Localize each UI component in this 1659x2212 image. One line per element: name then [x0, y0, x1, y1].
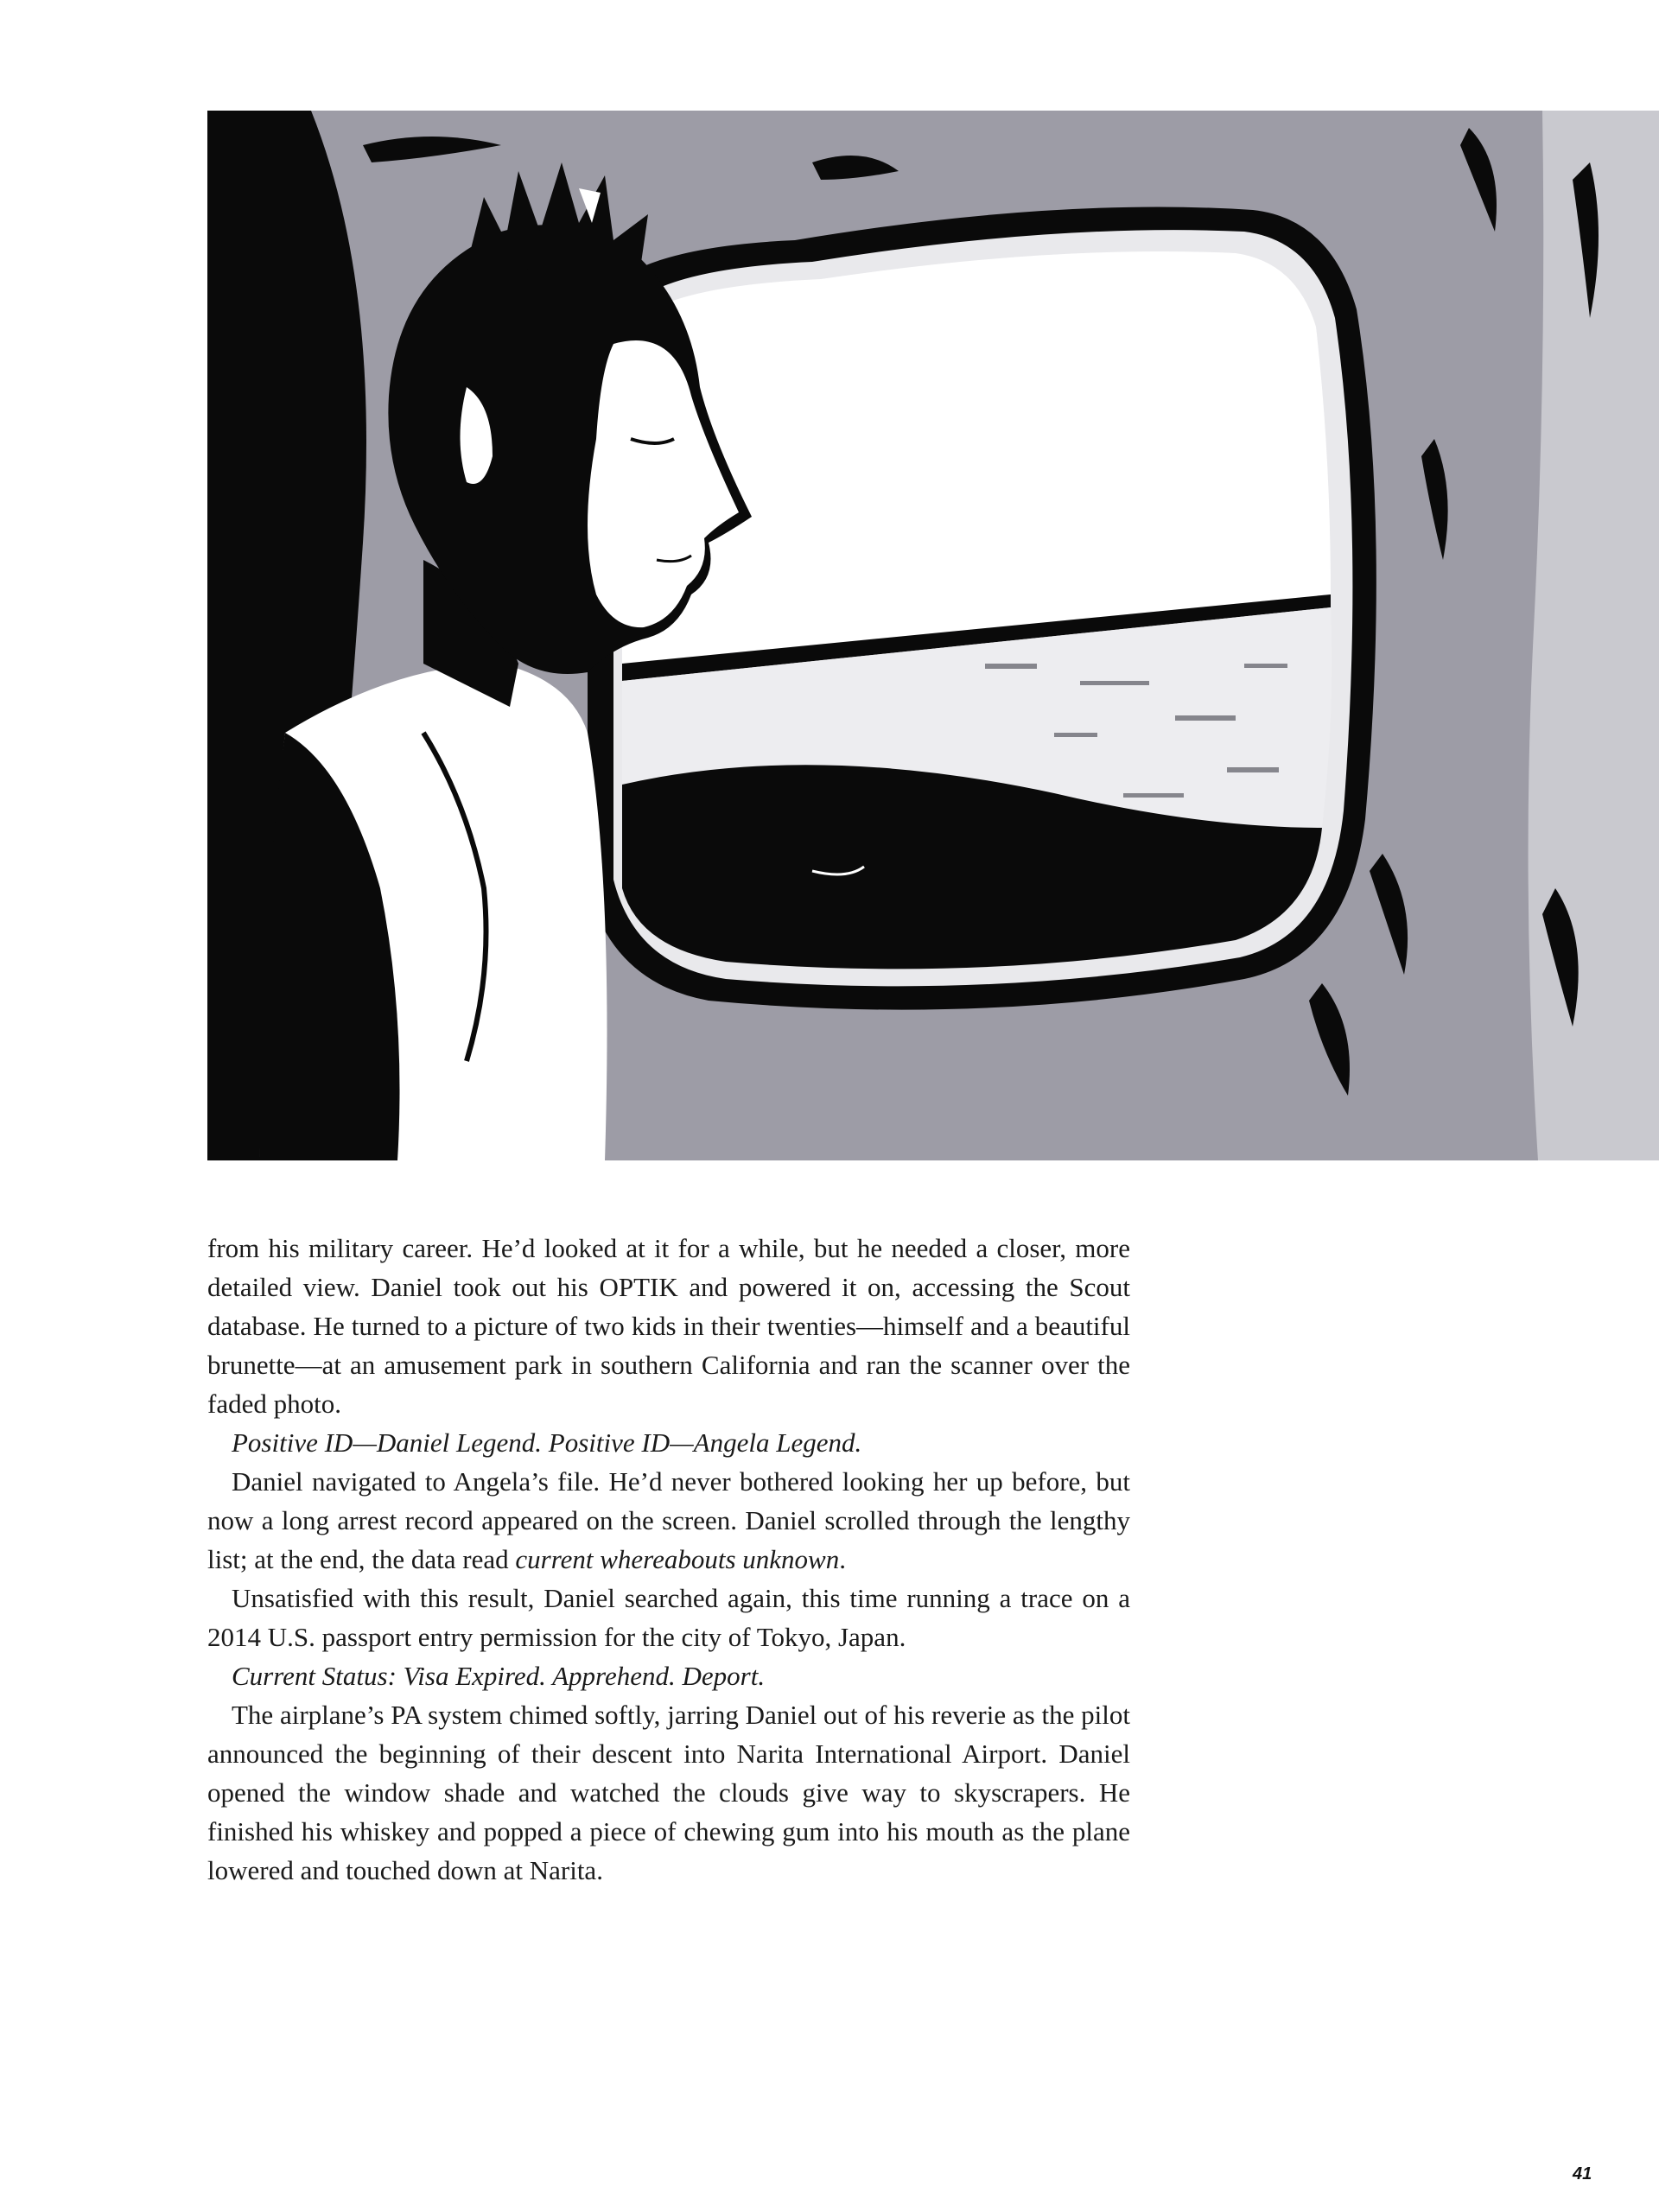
italic-phrase: current whereabouts unknown — [515, 1544, 840, 1574]
paragraph-text: Daniel navigated to Angela’s file. He’d never bothered looking her up before, but now a long arrest record appeared on the screen. Daniel scrolled through the lengthy list; at the end, the data read — [207, 1466, 1130, 1574]
paragraph-text: . — [839, 1544, 846, 1574]
illustration — [207, 111, 1659, 1160]
paragraph — [207, 1462, 1130, 1579]
airplane-window-illustration — [207, 111, 1659, 1160]
italic-line: Positive ID—Daniel Legend. Positive ID—Angela Legend. — [232, 1427, 862, 1458]
italic-line: Current Status: Visa Expired. Apprehend. Deport. — [232, 1661, 766, 1691]
paragraph: from his military career. He’d looked at it for a while, but he needed a closer, more detailed view. Daniel took out his OPTIK and powered it on, accessing the Scout database. He turned to a picture of two kids in their twenties—himself and a beautiful brunette—at an amusement park in southern California and ran the scanner over the faded photo. — [207, 1233, 1130, 1419]
body-text — [207, 1229, 1130, 1890]
page-number: 41 — [1573, 2164, 1592, 2183]
paragraph: Unsatisfied with this result, Daniel searched again, this time running a trace on a 2014 U.S. passport entry permission for the city of Tokyo, Japan. — [207, 1583, 1130, 1652]
paragraph — [207, 1423, 1130, 1462]
paragraph: The airplane’s PA system chimed softly, jarring Daniel out of his reverie as the pilot announced the beginning of their descent into Narita International Airport. Daniel opened the window shade and watched the clouds give way to skyscrapers. He finished his whiskey and popped a piece of chewing gum into his mouth as the plane lowered and touched down at Narita. — [207, 1700, 1130, 1885]
paragraph — [207, 1656, 1130, 1695]
